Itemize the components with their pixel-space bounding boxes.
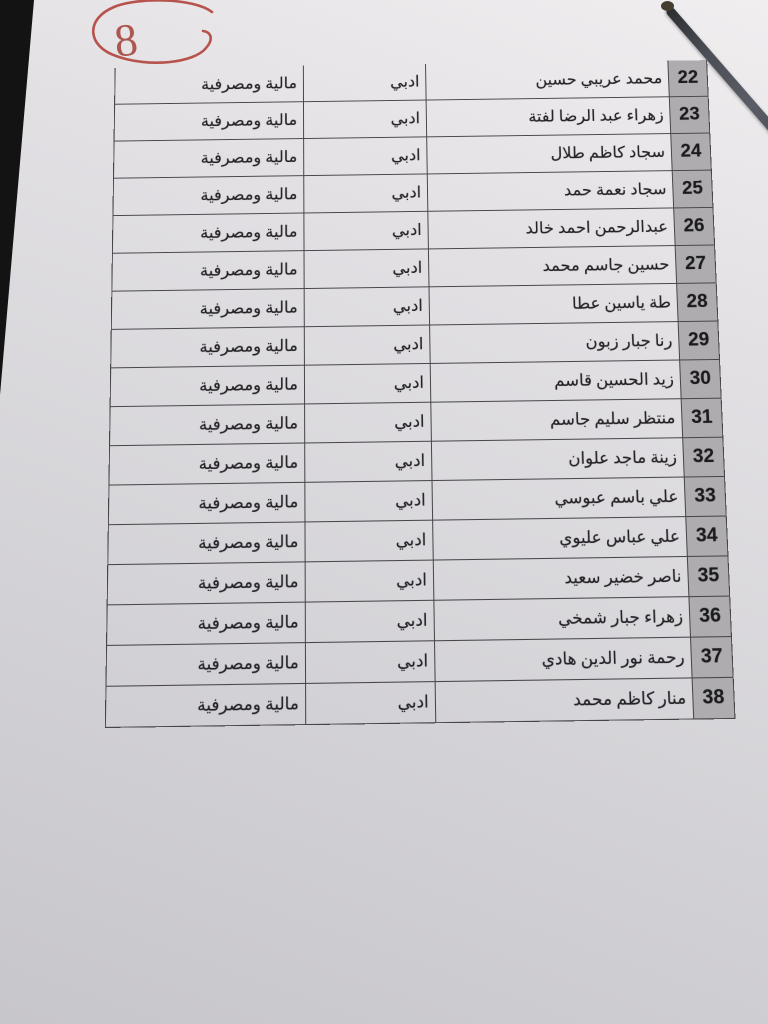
student-name-cell: منار كاظم محمد: [435, 678, 694, 723]
row-number-cell: 36: [689, 596, 732, 637]
student-name-cell: طة ياسين عطا: [429, 283, 678, 325]
student-table: [105, 60, 736, 728]
page-number-digit: 8: [111, 13, 140, 67]
row-number-cell: 26: [674, 207, 715, 245]
department-cell: مالية ومصرفية: [113, 176, 304, 216]
stream-cell: ادبي: [305, 481, 433, 522]
row-number-cell: 28: [677, 283, 718, 322]
row-number-cell: 33: [684, 476, 726, 516]
row-number-cell: 37: [690, 637, 733, 678]
stream-cell: ادبي: [305, 520, 433, 562]
department-cell: مالية ومصرفية: [109, 443, 305, 485]
department-cell: مالية ومصرفية: [111, 327, 305, 368]
stream-cell: ادبي: [304, 363, 430, 403]
student-name-cell: رحمة نور الدين هادي: [434, 637, 692, 681]
department-cell: مالية ومصرفية: [112, 251, 304, 292]
table-row: [105, 677, 735, 727]
row-number-cell: 31: [681, 398, 723, 438]
student-name-cell: زينة ماجد علوان: [431, 438, 684, 481]
student-name-cell: حسين جاسم محمد: [428, 246, 676, 287]
student-name-cell: منتظر سليم جاسم: [431, 399, 683, 442]
student-name-cell: عبدالرحمن احمد خالد: [428, 208, 675, 249]
student-name-cell: محمد عريبي حسين: [426, 61, 670, 100]
department-cell: مالية ومصرفية: [105, 683, 305, 727]
department-cell: مالية ومصرفية: [110, 365, 304, 406]
row-number-cell: 27: [675, 245, 716, 283]
department-cell: مالية ومصرفية: [108, 522, 305, 565]
department-cell: مالية ومصرفية: [114, 139, 304, 179]
row-number-cell: 35: [687, 556, 729, 597]
student-name-cell: زهراء عبد الرضا لفتة: [426, 97, 671, 137]
stream-cell: ادبي: [304, 211, 429, 250]
row-number-cell: 32: [683, 437, 725, 477]
row-number-cell: 22: [668, 60, 708, 97]
department-cell: مالية ومصرفية: [107, 562, 305, 605]
stream-cell: ادبي: [305, 441, 432, 482]
student-name-cell: رنا جبار زبون: [430, 322, 680, 364]
student-name-cell: علي عباس عليوي: [433, 517, 688, 560]
department-cell: مالية ومصرفية: [106, 643, 306, 687]
stream-cell: ادبي: [305, 402, 432, 443]
student-name-cell: علي باسم عبوسي: [432, 477, 686, 520]
student-name-cell: ناصر خضير سعيد: [433, 556, 689, 600]
student-name-cell: سجاد نعمة حمد: [427, 171, 673, 212]
row-number-cell: 24: [671, 133, 712, 171]
department-cell: مالية ومصرفية: [110, 404, 305, 446]
department-cell: مالية ومصرفية: [107, 602, 306, 645]
stream-cell: ادبي: [303, 100, 426, 138]
stream-cell: ادبي: [304, 249, 429, 289]
row-number-cell: 38: [692, 677, 735, 719]
student-table-wrap: [105, 60, 735, 728]
stream-cell: ادبي: [305, 600, 434, 642]
stream-cell: ادبي: [304, 287, 429, 327]
stream-cell: ادبي: [304, 137, 428, 176]
stream-cell: ادبي: [305, 560, 434, 602]
stream-cell: ادبي: [305, 641, 435, 684]
table-body: [105, 60, 735, 727]
department-cell: مالية ومصرفية: [114, 102, 304, 141]
student-name-cell: سجاد كاظم طلال: [427, 134, 672, 174]
student-name-cell: زهراء جبار شمخي: [434, 597, 691, 641]
stream-cell: ادبي: [304, 174, 428, 213]
row-number-cell: 30: [680, 359, 722, 398]
stream-cell: ادبي: [306, 682, 436, 725]
row-number-cell: 25: [672, 170, 713, 208]
circle-stroke: [93, 0, 212, 62]
row-number-cell: 23: [669, 96, 709, 133]
student-name-cell: زيد الحسين قاسم: [430, 360, 681, 402]
department-cell: مالية ومصرفية: [111, 289, 304, 330]
department-cell: مالية ومصرفية: [108, 482, 305, 524]
pen-tip: [661, 1, 674, 11]
stream-cell: ادبي: [303, 64, 426, 102]
row-number-cell: 29: [678, 321, 719, 360]
department-cell: مالية ومصرفية: [115, 66, 304, 105]
stream-cell: ادبي: [304, 325, 430, 365]
department-cell: مالية ومصرفية: [112, 213, 304, 253]
row-number-cell: 34: [686, 516, 728, 556]
